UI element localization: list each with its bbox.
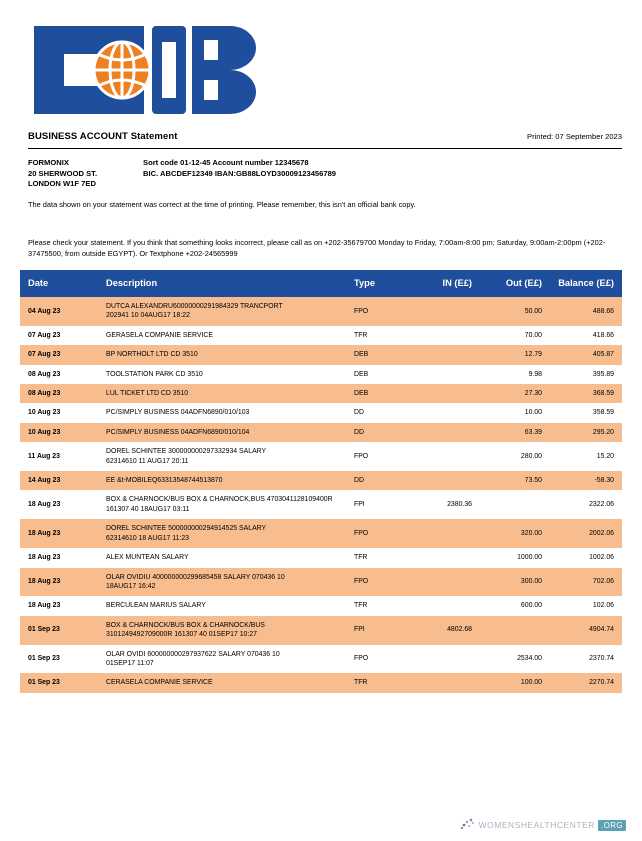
cell-type: FPO (346, 442, 408, 471)
cell-in (408, 326, 480, 345)
cell-date: 08 Aug 23 (20, 384, 98, 403)
cell-type: TFR (346, 596, 408, 615)
cell-date: 01 Sep 23 (20, 645, 98, 674)
cell-in (408, 519, 480, 548)
cell-type: TFR (346, 326, 408, 345)
cell-type: DD (346, 403, 408, 422)
cell-type: FPI (346, 490, 408, 519)
account-holder-name: FORMONIX (28, 158, 69, 167)
table-row (20, 365, 622, 384)
cell-balance: 405.87 (550, 345, 622, 364)
cell-type: DEB (346, 345, 408, 364)
address-line-2: LONDON W1F 7ED (28, 179, 96, 189)
cell-balance: 15.20 (550, 442, 622, 471)
cell-in (408, 442, 480, 471)
cell-out: 73.50 (480, 471, 550, 490)
cell-in (408, 384, 480, 403)
cell-type: DD (346, 423, 408, 442)
cell-balance: 702.06 (550, 568, 622, 597)
cell-balance: -58.30 (550, 471, 622, 490)
cell-description (98, 403, 346, 422)
cell-description (98, 519, 346, 548)
cell-description (98, 326, 346, 345)
table-row (20, 403, 622, 422)
cell-date: 01 Sep 23 (20, 673, 98, 692)
cell-type: FPO (346, 568, 408, 597)
description-line-1: LUL TICKET LTD CD 3510 (106, 390, 189, 398)
statement-title-row (28, 131, 622, 142)
cell-in (408, 345, 480, 364)
cell-out: 27.30 (480, 384, 550, 403)
cell-date: 08 Aug 23 (20, 365, 98, 384)
cell-out: 300.00 (480, 568, 550, 597)
cell-description (98, 616, 346, 645)
page-title: BUSINESS ACCOUNT Statement (28, 131, 178, 142)
cell-in (408, 297, 480, 326)
cell-in (408, 423, 480, 442)
column-header-type: Type (346, 270, 408, 297)
description-line-2: 3101249492709000R 161307 40 01SEP17 10:27 (106, 631, 257, 639)
cell-description (98, 345, 346, 364)
cell-balance: 2322.06 (550, 490, 622, 519)
cell-out: 50.00 (480, 297, 550, 326)
cell-out: 12.79 (480, 345, 550, 364)
cell-type: FPI (346, 616, 408, 645)
cell-date: 07 Aug 23 (20, 326, 98, 345)
cell-type: FPO (346, 297, 408, 326)
cell-description (98, 673, 346, 692)
cell-in (408, 645, 480, 674)
description-line-2: 62314610 11 AUG17 20:11 (106, 457, 189, 465)
table-row (20, 345, 622, 364)
description-line-1: BOX & CHARNOCK/BUS BOX & CHARNOCK/BUS (106, 621, 265, 629)
column-header-date: Date (20, 270, 98, 297)
cell-in: 4802.68 (408, 616, 480, 645)
table-row (20, 616, 622, 645)
cell-description (98, 365, 346, 384)
cell-type: TFR (346, 673, 408, 692)
cell-description (98, 568, 346, 597)
cell-description (98, 645, 346, 674)
cell-date: 18 Aug 23 (20, 596, 98, 615)
cell-balance: 358.59 (550, 403, 622, 422)
watermark-label: WOMENSHEALTHCENTER (478, 820, 595, 830)
table-header-row (20, 270, 622, 297)
cell-date: 07 Aug 23 (20, 345, 98, 364)
cib-bank-logo (26, 20, 266, 120)
cell-date: 18 Aug 23 (20, 490, 98, 519)
cell-out: 63.39 (480, 423, 550, 442)
table-body (20, 297, 622, 693)
cell-type: DD (346, 471, 408, 490)
cell-date: 04 Aug 23 (20, 297, 98, 326)
watermark-tld-badge: .ORG (598, 820, 626, 831)
cell-in (408, 365, 480, 384)
table-row (20, 471, 622, 490)
description-line-1: DUTCA ALEXANDRU60000000291984329 TRANCPORT (106, 303, 283, 310)
address-line-1: 20 SHERWOOD ST. (28, 168, 98, 178)
cell-description (98, 423, 346, 442)
column-header-in: IN (E£) (408, 270, 480, 297)
cell-balance: 395.89 (550, 365, 622, 384)
bic-and-iban: BIC. ABCDEF12349 IBAN:GB88LOYD30009123456789 (143, 168, 337, 178)
sparkle-dots-icon (460, 818, 476, 832)
cell-in (408, 403, 480, 422)
cell-balance: 295.20 (550, 423, 622, 442)
cell-date: 18 Aug 23 (20, 548, 98, 567)
printing-notice: The data shown on your statement was correct at the time of printing. Please remember, this isn't an official bank copy. (28, 200, 416, 209)
cell-out: 70.00 (480, 326, 550, 345)
cell-balance: 418.66 (550, 326, 622, 345)
table-row (20, 645, 622, 674)
cell-description (98, 384, 346, 403)
description-line-1: ALEX MUNTEAN SALARY (106, 554, 189, 562)
table-row (20, 519, 622, 548)
header-divider (28, 148, 622, 149)
description-line-1: DOREL SCHINTEE 300000000297332934 SALARY (106, 448, 267, 456)
cell-date: 01 Sep 23 (20, 616, 98, 645)
cell-balance: 4904.74 (550, 616, 622, 645)
table-row (20, 548, 622, 567)
cell-in (408, 673, 480, 692)
cell-in (408, 471, 480, 490)
cell-description (98, 471, 346, 490)
cell-description (98, 490, 346, 519)
cell-out: 600.00 (480, 596, 550, 615)
column-header-out: Out (E£) (480, 270, 550, 297)
column-header-description: Description (98, 270, 346, 297)
cell-type: TFR (346, 548, 408, 567)
table-row (20, 442, 622, 471)
cell-type: DEB (346, 365, 408, 384)
cell-out (480, 490, 550, 519)
description-line-2: 161307 40 18AUG17 03:11 (106, 505, 190, 513)
description-line-1: TOOLSTATION PARK CD 3510 (106, 370, 203, 378)
description-line-1: OLAR OVIDIU 400000000299685458 SALARY 070436 10 (106, 573, 285, 581)
table-row (20, 384, 622, 403)
cell-in (408, 596, 480, 615)
table-row (20, 297, 622, 326)
table-row (20, 326, 622, 345)
cell-date: 18 Aug 23 (20, 519, 98, 548)
cell-date: 10 Aug 23 (20, 403, 98, 422)
transactions-table (20, 270, 622, 693)
description-line-1: PC/SIMPLY BUSINESS 04ADFN6890/010/104 (106, 428, 250, 436)
sort-code-and-account-number: Sort code 01-12-45 Account number 12345678 (143, 158, 309, 167)
description-line-1: PC/SIMPLY BUSINESS 04ADFN6890/010/103 (106, 409, 250, 417)
description-line-1: BP NORTHOLT LTD CD 3510 (106, 351, 198, 359)
account-details (143, 158, 336, 179)
cell-in (408, 568, 480, 597)
cell-description (98, 442, 346, 471)
cell-out: 100.00 (480, 673, 550, 692)
cell-balance: 368.59 (550, 384, 622, 403)
cell-description (98, 297, 346, 326)
globe-icon (94, 42, 150, 98)
description-line-1: BERCULEAN MARIUS SALARY (106, 602, 206, 610)
table-row (20, 568, 622, 597)
table-row (20, 490, 622, 519)
table-row (20, 673, 622, 692)
description-line-2: 62314610 18 AUG17 11:23 (106, 534, 190, 542)
table-row (20, 423, 622, 442)
cell-type: FPO (346, 645, 408, 674)
description-line-2: 202941 10 04AUG17 18:22 (106, 312, 190, 320)
description-line-1: CERASELA COMPANIE SERVICE (106, 679, 213, 687)
description-line-2: 01SEP17 11:07 (106, 659, 154, 667)
site-watermark (460, 818, 626, 832)
description-line-2: 18AUG17 16:42 (106, 582, 156, 590)
cell-out: 280.00 (480, 442, 550, 471)
cell-date: 14 Aug 23 (20, 471, 98, 490)
cell-out: 10.00 (480, 403, 550, 422)
cell-date: 11 Aug 23 (20, 442, 98, 471)
printed-date: Printed: 07 September 2023 (527, 132, 622, 141)
column-header-balance: Balance (E£) (550, 270, 622, 297)
cell-balance: 2370.74 (550, 645, 622, 674)
cell-date: 18 Aug 23 (20, 568, 98, 597)
cell-balance: 2002.06 (550, 519, 622, 548)
account-holder-address (28, 158, 97, 190)
cell-in: 2380.36 (408, 490, 480, 519)
cell-description (98, 548, 346, 567)
cell-type: FPO (346, 519, 408, 548)
cib-logo-svg (26, 20, 266, 120)
cell-date: 10 Aug 23 (20, 423, 98, 442)
description-line-1: EE &t-MOBILEQ63313548744513870 (106, 477, 223, 485)
cell-balance: 1002.06 (550, 548, 622, 567)
description-line-1: BOX & CHARNOCK/BUS BOX & CHARNOCK,BUS 4703041128109400R (106, 496, 333, 504)
description-line-1: GERASELA COMPANIE SERVICE (106, 331, 213, 339)
cell-description (98, 596, 346, 615)
cell-balance: 488.66 (550, 297, 622, 326)
cell-type: DEB (346, 384, 408, 403)
cell-out (480, 616, 550, 645)
contact-notice: Please check your statement. If you think that something looks incorrect, please call as on +202-35679700 Monday to Friday, 7:00am-8:00 pm; Saturday, 9:00am-2:00pm (+202-37475500, from outside EGYPT). Or Textphone +202-24565999 (28, 238, 606, 258)
cell-balance: 102.06 (550, 596, 622, 615)
cell-out: 2534.00 (480, 645, 550, 674)
cell-out: 9.98 (480, 365, 550, 384)
cell-out: 320.00 (480, 519, 550, 548)
description-line-1: OLAR OVIDI 600000000297937622 SALARY 070436 10 (106, 650, 280, 658)
table-header (20, 270, 622, 297)
cell-in (408, 548, 480, 567)
description-line-1: DOREL SCHINTEE 500000000294914525 SALARY (106, 525, 267, 533)
table-row (20, 596, 622, 615)
cell-balance: 2270.74 (550, 673, 622, 692)
cell-out: 1000.00 (480, 548, 550, 567)
